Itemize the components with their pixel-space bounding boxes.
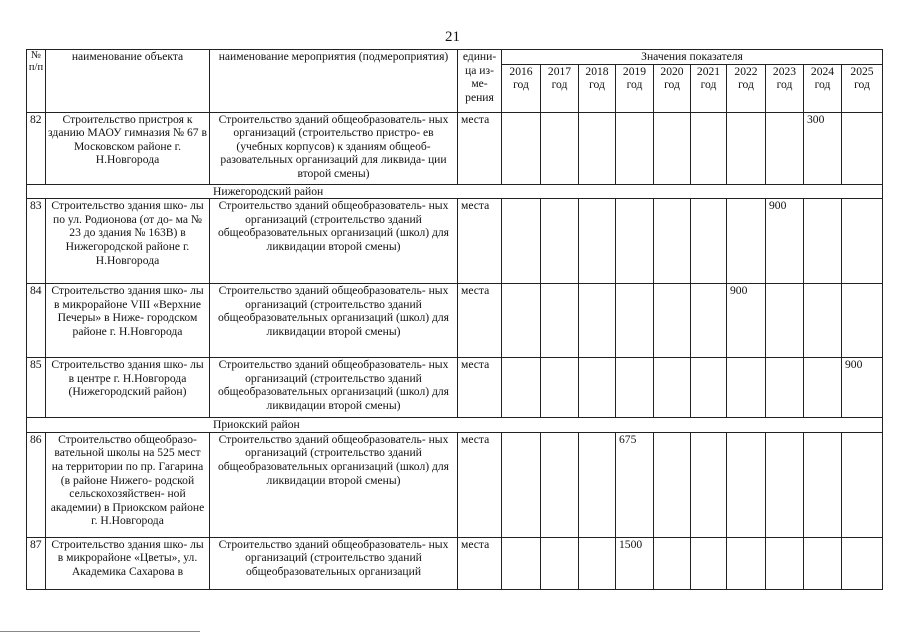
object-name: Строительство пристроя к зданию МАОУ гимназия № 67 в Московском районе г. Н.Новгорода [46,112,210,184]
activity-name: Строительство зданий общеобразователь- ных организаций (строительство зданий общеобразовательных организаций (школ) для ликвидации второй смены) [210,432,458,537]
unit-cell: места [458,537,502,589]
header-year: 2017 год [541,64,579,112]
unit-cell: места [458,112,502,184]
value-cell: 675 [616,432,654,537]
row-number: 82 [27,112,46,184]
table-row [27,358,883,418]
value-cell [804,284,842,358]
row-number: 87 [27,537,46,589]
value-cell [616,112,654,184]
unit-cell: места [458,358,502,418]
value-cell [654,112,691,184]
value-cell [541,358,579,418]
value-cell: 900 [766,199,804,284]
value-cell [727,112,766,184]
value-cell [691,112,727,184]
value-cell [654,284,691,358]
value-cell [691,432,727,537]
activity-name: Строительство зданий общеобразователь- ных организаций (строительство зданий общеобразовательных организаций (школ) для ликвидации второй смены) [210,284,458,358]
value-cell [579,112,616,184]
value-cell [616,199,654,284]
header-unit: едини- ца из- ме- рения [458,50,502,113]
value-cell [804,358,842,418]
value-cell [654,358,691,418]
value-cell [616,358,654,418]
value-cell [691,537,727,589]
object-name: Строительство здания шко- лы в центре г. Н.Новгорода (Нижегородский район) [46,358,210,418]
value-cell [766,112,804,184]
table-row [27,537,883,589]
row-number: 84 [27,284,46,358]
page-number: 21 [445,29,460,45]
value-cell [502,112,541,184]
value-cell [579,199,616,284]
value-cell [727,358,766,418]
value-cell [727,537,766,589]
value-cell [842,199,883,284]
header-year: 2018 год [579,64,616,112]
value-cell [541,537,579,589]
value-cell [691,199,727,284]
value-cell [691,358,727,418]
value-cell [842,284,883,358]
unit-cell: места [458,284,502,358]
footer-rule [0,631,200,632]
value-cell [654,199,691,284]
row-number: 85 [27,358,46,418]
value-cell: 1500 [616,537,654,589]
header-year: 2021 год [691,64,727,112]
value-cell: 900 [842,358,883,418]
value-cell [727,199,766,284]
value-cell [654,432,691,537]
row-number: 86 [27,432,46,537]
table-row [27,112,883,184]
value-cell [541,284,579,358]
object-name: Строительство здания шко- лы в микрорайоне «Цветы», ул. Академика Сахарова в [46,537,210,589]
header-year: 2016 год [502,64,541,112]
value-cell [766,284,804,358]
value-cell [766,358,804,418]
value-cell [541,112,579,184]
object-name: Строительство общеобразо- вательной школы на 525 мест на территории по пр. Гагарина (в районе Нижего- родской сельскохозяйствен- ной академии) в Приокском районе г. Н.Новгорода [46,432,210,537]
table-row [27,199,883,284]
value-cell [766,432,804,537]
header-object: наименование объекта [46,50,210,113]
value-cell [579,284,616,358]
value-cell [502,284,541,358]
value-cell [502,358,541,418]
value-cell [842,537,883,589]
table-row [27,432,883,537]
region-label: Приокский район [27,418,883,433]
value-cell [842,432,883,537]
value-cell [502,537,541,589]
value-cell [502,199,541,284]
unit-cell: места [458,199,502,284]
value-cell [804,537,842,589]
header-year: 2024 год [804,64,842,112]
indicators-table [26,49,883,590]
header-values: Значения показателя [502,50,883,65]
value-cell [502,432,541,537]
object-name: Строительство здания шко- лы в микрорайоне VIII «Верхние Печеры» в Ниже- городском районе г. Н.Новгорода [46,284,210,358]
unit-cell: места [458,432,502,537]
value-cell [842,112,883,184]
header-row-1 [27,50,883,65]
activity-name: Строительство зданий общеобразователь- ных организаций (строительство зданий общеобразовательных организаций (школ) для ликвидации второй смены) [210,199,458,284]
activity-name: Строительство зданий общеобразователь- ных организаций (строительство пристро- ев (учебных корпусов) к зданиям общеоб- разовательных организаций для ликвида- ции второй смены) [210,112,458,184]
table-row [27,284,883,358]
value-cell: 900 [727,284,766,358]
header-year: 2019 год [616,64,654,112]
value-cell: 300 [804,112,842,184]
region-label: Нижегородский район [27,184,883,199]
value-cell [691,284,727,358]
header-year: 2020 год [654,64,691,112]
value-cell [579,432,616,537]
value-cell [804,199,842,284]
value-cell [654,537,691,589]
value-cell [579,537,616,589]
row-number: 83 [27,199,46,284]
value-cell [541,432,579,537]
value-cell [727,432,766,537]
activity-name: Строительство зданий общеобразователь- ных организаций (строительство зданий общеобразовательных организаций (школ) для ликвидации второй смены) [210,358,458,418]
value-cell [766,537,804,589]
activity-name: Строительство зданий общеобразователь- ных организаций (строительство зданий общеобразовательных организаций [210,537,458,589]
value-cell [804,432,842,537]
header-year: 2025 год [842,64,883,112]
object-name: Строительство здания шко- лы по ул. Родионова (от до- ма № 23 до здания № 163В) в Нижегородской районе г. Н.Новгорода [46,199,210,284]
header-activity: наименование мероприятия (подмероприятия) [210,50,458,113]
header-num: № п/п [27,50,46,113]
value-cell [616,284,654,358]
header-year: 2023 год [766,64,804,112]
region-row [27,418,883,433]
region-row [27,184,883,199]
value-cell [579,358,616,418]
value-cell [541,199,579,284]
header-year: 2022 год [727,64,766,112]
